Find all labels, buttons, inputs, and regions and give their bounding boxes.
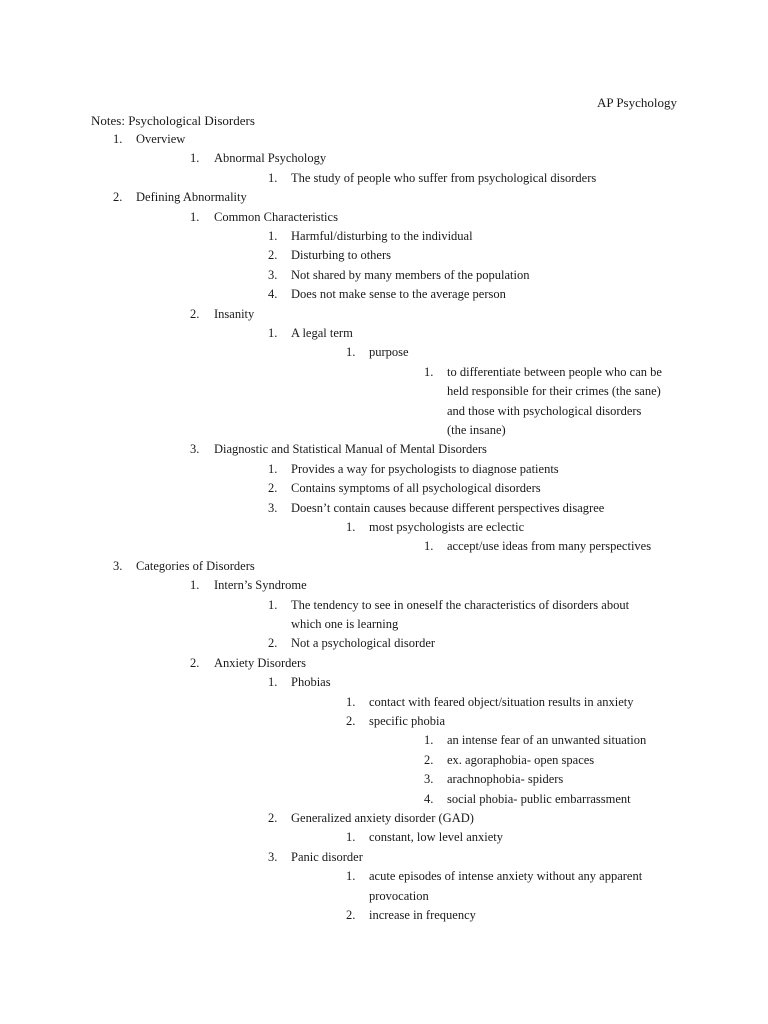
outline-item	[0, 809, 768, 828]
outline-item-number: 2.	[190, 307, 200, 321]
outline-item-number: 2.	[268, 636, 278, 650]
outline-item-text: Harmful/disturbing to the individual	[291, 229, 473, 243]
outline-item-text: and those with psychological disorders	[447, 404, 642, 418]
outline-item-text: purpose	[369, 345, 409, 359]
notes-title: Notes: Psychological Disorders	[91, 113, 255, 128]
outline-item-text: which one is learning	[291, 617, 399, 631]
outline-item	[0, 751, 768, 770]
outline-item-text: Overview	[136, 132, 186, 146]
outline-item-text: Provides a way for psychologists to diagnose patients	[291, 462, 559, 476]
outline-item-text: Defining Abnormality	[136, 190, 247, 204]
outline-item-number: 3.	[268, 268, 278, 282]
outline-item-number: 1.	[346, 869, 356, 883]
outline-item-number: 3.	[268, 850, 278, 864]
outline-item-text: arachnophobia- spiders	[447, 772, 564, 786]
outline-item-number: 3.	[424, 772, 434, 786]
outline-item	[0, 382, 768, 401]
outline-item-number: 1.	[424, 733, 434, 747]
outline-item-text: Diagnostic and Statistical Manual of Mental Disorders	[214, 442, 487, 456]
outline-item-text: Generalized anxiety disorder (GAD)	[291, 811, 474, 825]
outline-item-number: 2.	[268, 811, 278, 825]
outline-item	[0, 266, 768, 285]
outline-item	[0, 634, 768, 653]
outline-item	[0, 479, 768, 498]
outline-item-number: 1.	[268, 229, 278, 243]
outline-item-number: 2.	[346, 714, 356, 728]
outline-item-text: most psychologists are eclectic	[369, 520, 525, 534]
outline-item-number: 2.	[190, 656, 200, 670]
outline-item-number: 3.	[113, 559, 123, 573]
outline-item	[0, 130, 768, 149]
outline-item	[0, 887, 768, 906]
course-header: AP Psychology	[596, 95, 677, 110]
outline-item	[0, 596, 768, 615]
outline-item	[0, 343, 768, 362]
outline-item-text: Not a psychological disorder	[291, 636, 436, 650]
outline-item-text: Contains symptoms of all psychological disorders	[291, 481, 541, 495]
outline-item-text: ex. agoraphobia- open spaces	[447, 753, 595, 767]
outline-item	[0, 208, 768, 227]
outline-item-number: 1.	[268, 171, 278, 185]
outline-item	[0, 906, 768, 925]
outline-item-number: 2.	[424, 753, 434, 767]
outline-item	[0, 828, 768, 847]
outline-item	[0, 460, 768, 479]
outline-item-text: Not shared by many members of the population	[291, 268, 530, 282]
outline-item-text: Categories of Disorders	[136, 559, 255, 573]
outline-item-number: 3.	[268, 501, 278, 515]
outline-item-number: 1.	[190, 151, 200, 165]
outline-item	[0, 731, 768, 750]
outline-item-number: 1.	[268, 462, 278, 476]
outline-item	[0, 693, 768, 712]
outline-item-text: to differentiate between people who can be	[447, 365, 662, 379]
outline-item-text: Phobias	[291, 675, 331, 689]
outline-item-number: 1.	[190, 210, 200, 224]
outline-item-text: held responsible for their crimes (the sane)	[447, 384, 661, 398]
outline-item-text: Insanity	[214, 307, 255, 321]
outline-item	[0, 848, 768, 867]
outline-item-number: 2.	[113, 190, 123, 204]
outline-item	[0, 440, 768, 459]
outline-item-text: an intense fear of an unwanted situation	[447, 733, 647, 747]
outline-item	[0, 712, 768, 731]
outline-item-text: provocation	[369, 889, 429, 903]
outline-item	[0, 246, 768, 265]
outline-item	[0, 790, 768, 809]
outline-item-text: constant, low level anxiety	[369, 830, 503, 844]
outline-item	[0, 576, 768, 595]
outline-item-number: 4.	[268, 287, 278, 301]
outline-item	[0, 402, 768, 421]
outline-item-number: 1.	[346, 520, 356, 534]
outline-item-text: Panic disorder	[291, 850, 363, 864]
outline-item	[0, 324, 768, 343]
outline-item	[0, 421, 768, 440]
outline-item-text: Common Characteristics	[214, 210, 338, 224]
outline-item-text: specific phobia	[369, 714, 446, 728]
outline-item	[0, 537, 768, 556]
outline-item	[0, 499, 768, 518]
outline-item	[0, 363, 768, 382]
outline-item-text: Disturbing to others	[291, 248, 391, 262]
outline-item-number: 1.	[424, 365, 434, 379]
outline-item	[0, 673, 768, 692]
outline-item	[0, 770, 768, 789]
outline-item-text: Does not make sense to the average person	[291, 287, 506, 301]
outline-item-number: 1.	[346, 695, 356, 709]
outline-item-text: Abnormal Psychology	[214, 151, 327, 165]
outline-item-number: 1.	[346, 830, 356, 844]
outline-item-number: 3.	[190, 442, 200, 456]
outline-item-text: Intern’s Syndrome	[214, 578, 307, 592]
outline-item	[0, 518, 768, 537]
outline-item-number: 1.	[113, 132, 123, 146]
outline-item-number: 1.	[268, 326, 278, 340]
outline-item-number: 2.	[268, 481, 278, 495]
outline-item	[0, 557, 768, 576]
outline-item	[0, 285, 768, 304]
outline-item-number: 1.	[190, 578, 200, 592]
outline-item-text: social phobia- public embarrassment	[447, 792, 631, 806]
outline-item-number: 2.	[268, 248, 278, 262]
outline-item	[0, 169, 768, 188]
outline-item-text: contact with feared object/situation results in anxiety	[369, 695, 634, 709]
outline-item-number: 1.	[424, 539, 434, 553]
outline-item	[0, 615, 768, 634]
outline-item-text: Doesn’t contain causes because different perspectives disagree	[291, 501, 605, 515]
outline-item-text: (the insane)	[447, 423, 506, 437]
outline-item	[0, 305, 768, 324]
outline-item-number: 4.	[424, 792, 434, 806]
outline-item-text: Anxiety Disorders	[214, 656, 306, 670]
outline-item-text: A legal term	[291, 326, 353, 340]
outline-item-text: increase in frequency	[369, 908, 476, 922]
outline-item	[0, 188, 768, 207]
outline-item	[0, 227, 768, 246]
outline-item-number: 2.	[346, 908, 356, 922]
outline-item-text: The tendency to see in oneself the characteristics of disorders about	[291, 598, 630, 612]
outline-item-text: The study of people who suffer from psychological disorders	[291, 171, 597, 185]
outline-item	[0, 654, 768, 673]
outline-item-text: accept/use ideas from many perspectives	[447, 539, 652, 553]
outline-item-number: 1.	[268, 675, 278, 689]
outline-item	[0, 867, 768, 886]
outline-item-number: 1.	[268, 598, 278, 612]
outline-item-text: acute episodes of intense anxiety without any apparent	[369, 869, 643, 883]
outline-item-number: 1.	[346, 345, 356, 359]
outline-item	[0, 149, 768, 168]
